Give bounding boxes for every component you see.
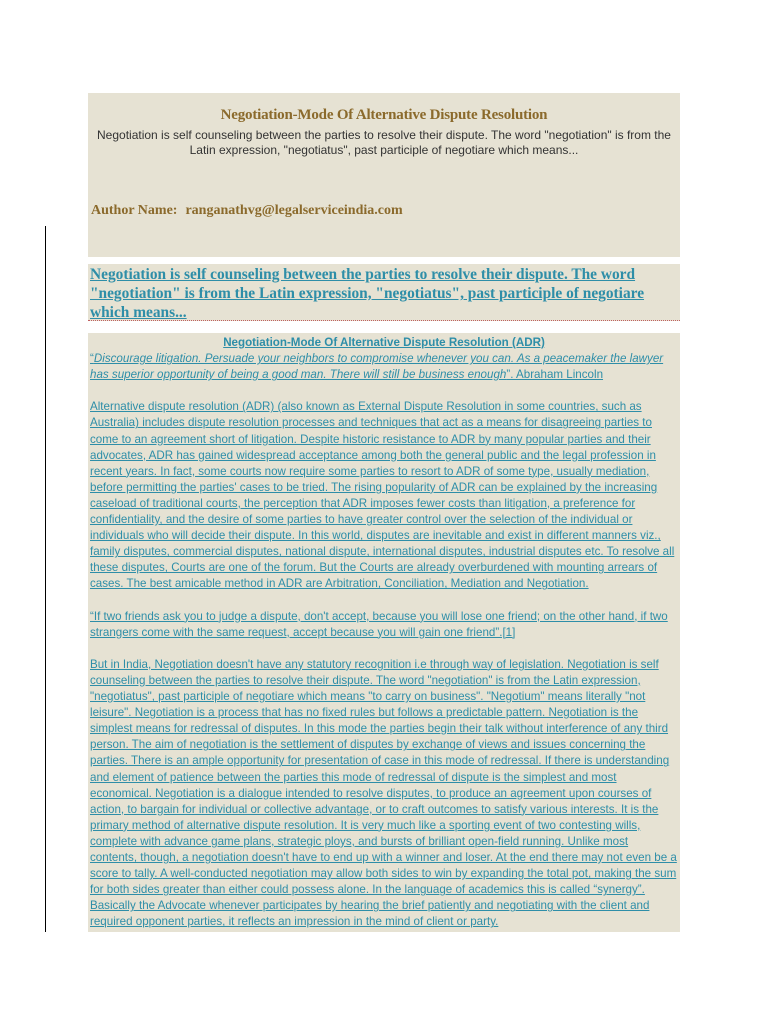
article-title[interactable]: Negotiation-Mode Of Alternative Dispute Resolution (ADR) (223, 336, 545, 349)
intro-panel (88, 264, 680, 321)
header-summary: Negotiation is self counseling between the parties to resolve their dispute. The word "negotiation" is from the Latin expression, "negotiatus", past participle of negotiare which means... (97, 128, 671, 157)
quote-text: Discourage litigation. Persuade your neighbors to compromise whenever you can. As a peacemaker the lawyer has superior opportunity of being a good man. There will still be business enough (90, 352, 664, 382)
left-margin-rule (45, 226, 46, 932)
header-title: Negotiation-Mode Of Alternative Dispute Resolution (220, 107, 548, 123)
article-header-panel (88, 93, 680, 257)
lincoln-quote[interactable] (90, 351, 678, 383)
adr-paragraph[interactable]: Alternative dispute resolution (ADR) (also known as External Dispute Resolution in some countries, such as Australia) includes dispute resolution processes and techniques that act as a means for disagreeing parties to come to an agreement short of litigation. Despite historic resistance to ADR by many popular parties and their advocates, ADR has gained widespread acceptance among both the general public and the legal profession in recent years. In fact, some courts now require some parties to resort to ADR of some type, usually mediation, before permitting the parties' cases to be tried. The rising popularity of ADR can be explained by the increasing caseload of traditional courts, the perception that ADR imposes fewer costs than litigation, a preference for confidentiality, and the desire of some parties to have greater control over the selection of the individual or individuals who will decide their dispute. In this world, disputes are inevitable and exist in different manners viz., family disputes, commercial disputes, national dispute, international disputes, industrial disputes etc. To resolve all these disputes, Courts are one of the forum. But the Courts are already overburdened with mounting arrears of cases. The best amicable method in ADR are Arbitration, Conciliation, Mediation and Negotiation. (90, 400, 675, 591)
quote-open-mark: “ (90, 352, 94, 366)
author-line (91, 203, 403, 219)
author-label: Author Name: (91, 203, 178, 218)
author-email: ranganathvg@legalserviceindia.com (185, 203, 403, 218)
article-body-panel (88, 333, 680, 932)
negotiation-paragraph[interactable]: But in India, Negotiation doesn't have any statutory recognition i.e through way of legislation. Negotiation is self counseling between the parties to resolve their dispute. The word "negotiation" is from the Latin expression, "negotiatus", past participle of negotiare which means "to carry on business". "Negotium" means literally "not leisure". Negotiation is a process that has no fixed rules but follows a predictable pattern. Negotiation is the simplest means for redressal of disputes. In this mode the parties begin their talk without interference of any third person. The aim of negotiation is the settlement of disputes by exchange of views and issues concerning the parties. There is an ample opportunity for presentation of case in this mode of redressal. If there is understanding and element of patience between the parties this mode of redressal of dispute is the simplest and most economical. Negotiation is a dialogue intended to resolve disputes, to produce an agreement upon courses of action, to bargain for individual or collective advantage, or to craft outcomes to satisfy various interests. It is the primary method of alternative dispute resolution. It is very much like a sporting event of two contesting wills, complete with advance game plans, strategic ploys, and bursts of brilliant open-field running. Unlike most contents, though, a negotiation doesn't have to end up with a winner and loser. At the end there may not even be a score to tally. A well-conducted negotiation may allow both sides to win by expanding the total pot, making the sum for both sides greater than either could possess alone. In the language of academics this is called “synergy”. Basically the Advocate whenever participates by hearing the brief patiently and negotiating with the client and required opponent parties, it reflects an impression in the mind of client or party. (90, 657, 677, 929)
quote-attribution: ”. Abraham Lincoln (506, 368, 604, 382)
article-body (90, 335, 678, 930)
friends-quote-paragraph[interactable]: “If two friends ask you to judge a dispute, don't accept, because you will lose one friend; on the other hand, if two strangers come with the same request, accept because you will gain one friend”.[1] (90, 609, 668, 639)
intro-link[interactable]: Negotiation is self counseling between the parties to resolve their dispute. The word "negotiation" is from the Latin expression, "negotiatus", past participle of negotiare which means... (90, 266, 645, 321)
